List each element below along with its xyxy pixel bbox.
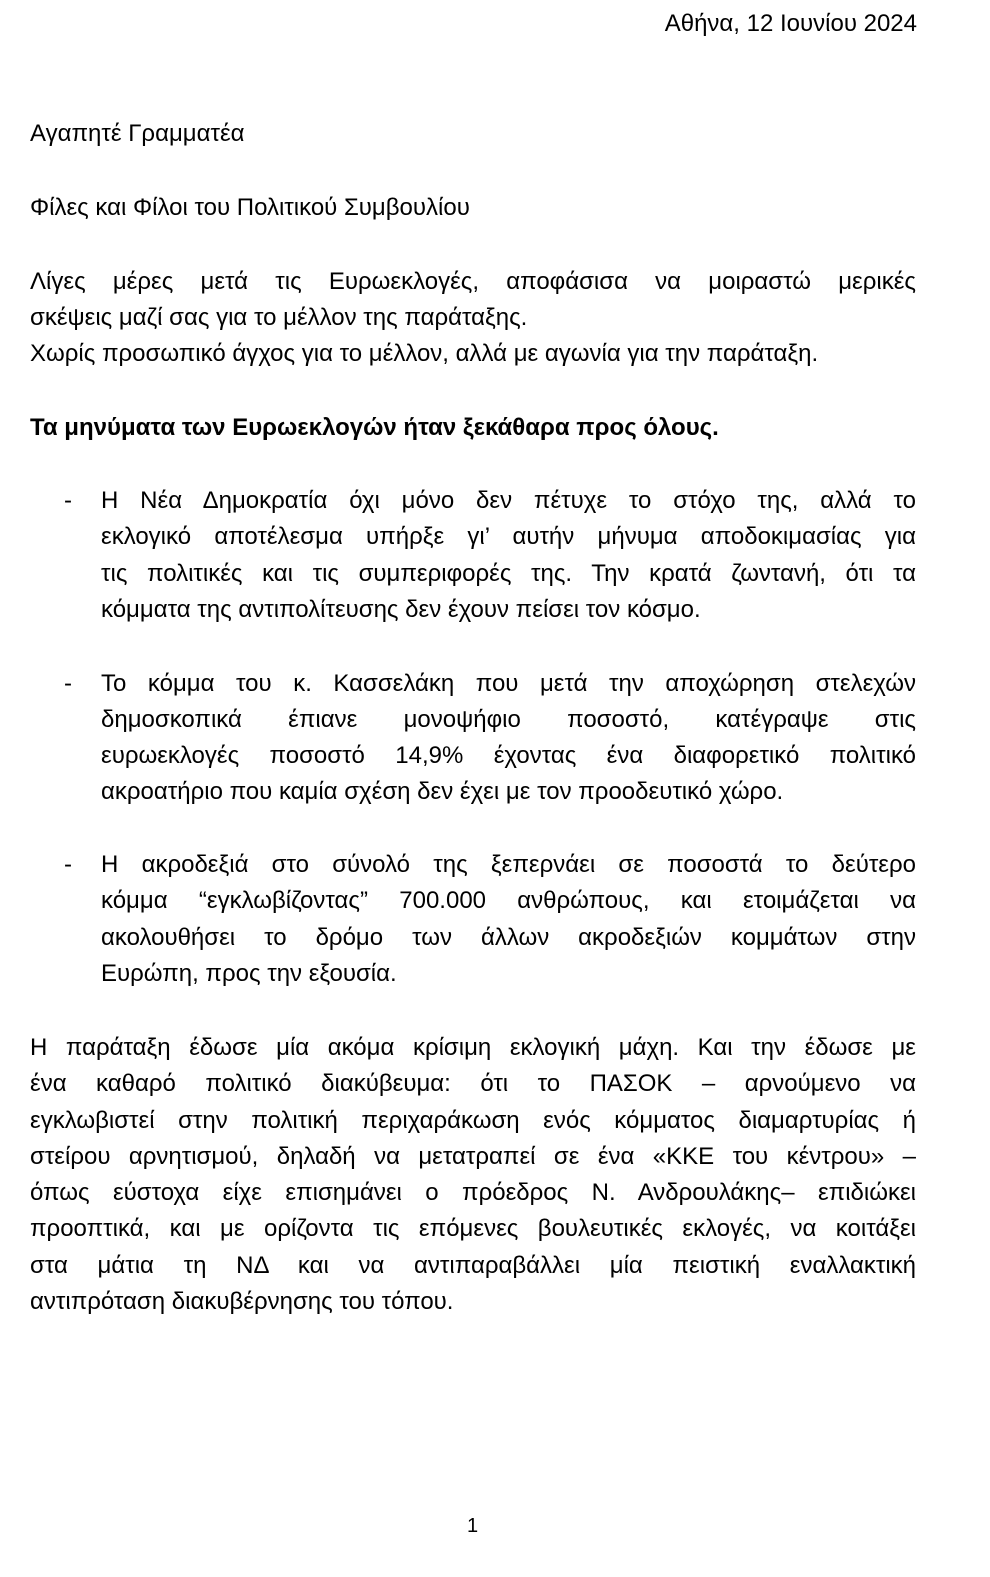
bullet-line: Το κόμμα του κ. Κασσελάκη που μετά την αποχώρηση στελεχών (101, 670, 916, 697)
bullet-line: δημοσκοπικά έπιανε μονοψήφιο ποσοστό, κατέγραψε στις (101, 706, 916, 733)
closing-line: στείρου αρνητισμού, δηλαδή να μετατραπεί σε ένα «ΚΚΕ του κέντρου» – (30, 1143, 916, 1170)
bullet-line: Η ακροδεξιά στο σύνολό της ξεπερνάει σε ποσοστά το δεύτερο (101, 851, 916, 878)
closing-line: προοπτικά, και με ορίζοντα τις επόμενες βουλευτικές εκλογές, να κοιτάξει (30, 1215, 916, 1242)
date-line: Αθήνα, 12 Ιουνίου 2024 (664, 10, 917, 37)
bullet-line: ακροατήριο που καμία σχέση δεν έχει με τον προοδευτικό χώρο. (101, 778, 784, 805)
closing-line: όπως εύστοχα είχε επισημάνει ο πρόεδρος Ν. Ανδρουλάκης– επιδιώκει (30, 1179, 916, 1206)
bullet-dash: - (64, 670, 72, 697)
closing-line: εγκλωβιστεί στην πολιτική περιχαράκωση ενός κόμματος διαμαρτυρίας ή (30, 1107, 916, 1134)
intro-line: Χωρίς προσωπικό άγχος για το μέλλον, αλλά με αγωνία για την παράταξη. (30, 340, 819, 367)
bullet-line: Η Νέα Δημοκρατία όχι μόνο δεν πέτυχε το στόχο της, αλλά το (101, 487, 916, 514)
salutation-council: Φίλες και Φίλοι του Πολιτικού Συμβουλίου (30, 194, 470, 221)
closing-line: στα μάτια τη ΝΔ και να αντιπαραβάλλει μία πειστική εναλλακτική (30, 1252, 916, 1279)
bullet-line: εκλογικό αποτέλεσμα υπήρξε γι’ αυτήν μήνυμα αποδοκιμασίας για (101, 523, 916, 550)
closing-line: ένα καθαρό πολιτικό διακύβευμα: ότι το ΠΑΣΟΚ – αρνούμενο να (30, 1070, 916, 1097)
salutation-secretary: Αγαπητέ Γραμματέα (30, 120, 245, 147)
section-heading: Τα μηνύματα των Ευρωεκλογών ήταν ξεκάθαρα προς όλους. (30, 414, 719, 441)
bullet-dash: - (64, 487, 72, 514)
bullet-line: κόμματα της αντιπολίτευσης δεν έχουν πείσει τον κόσμο. (101, 596, 701, 623)
page-number: 1 (466, 1515, 479, 1537)
bullet-line: Ευρώπη, προς την εξουσία. (101, 960, 397, 987)
closing-line: Η παράταξη έδωσε μία ακόμα κρίσιμη εκλογική μάχη. Και την έδωσε με (30, 1034, 916, 1061)
bullet-line: ευρωεκλογές ποσοστό 14,9% έχοντας ένα διαφορετικό πολιτικό (101, 742, 916, 769)
bullet-dash: - (64, 851, 72, 878)
closing-line: αντιπρόταση διακυβέρνησης του τόπου. (30, 1288, 454, 1315)
bullet-line: τις πολιτικές και τις συμπεριφορές της. Την κρατά ζωντανή, ότι τα (101, 560, 916, 587)
intro-line: σκέψεις μαζί σας για το μέλλον της παράταξης. (30, 304, 528, 331)
bullet-line: ακολουθήσει το δρόμο των άλλων ακροδεξιών κομμάτων στην (101, 924, 916, 951)
bullet-line: κόμμα “εγκλωβίζοντας” 700.000 ανθρώπους, και ετοιμάζεται να (101, 887, 916, 914)
intro-line: Λίγες μέρες μετά τις Ευρωεκλογές, αποφάσισα να μοιραστώ μερικές (30, 268, 916, 295)
